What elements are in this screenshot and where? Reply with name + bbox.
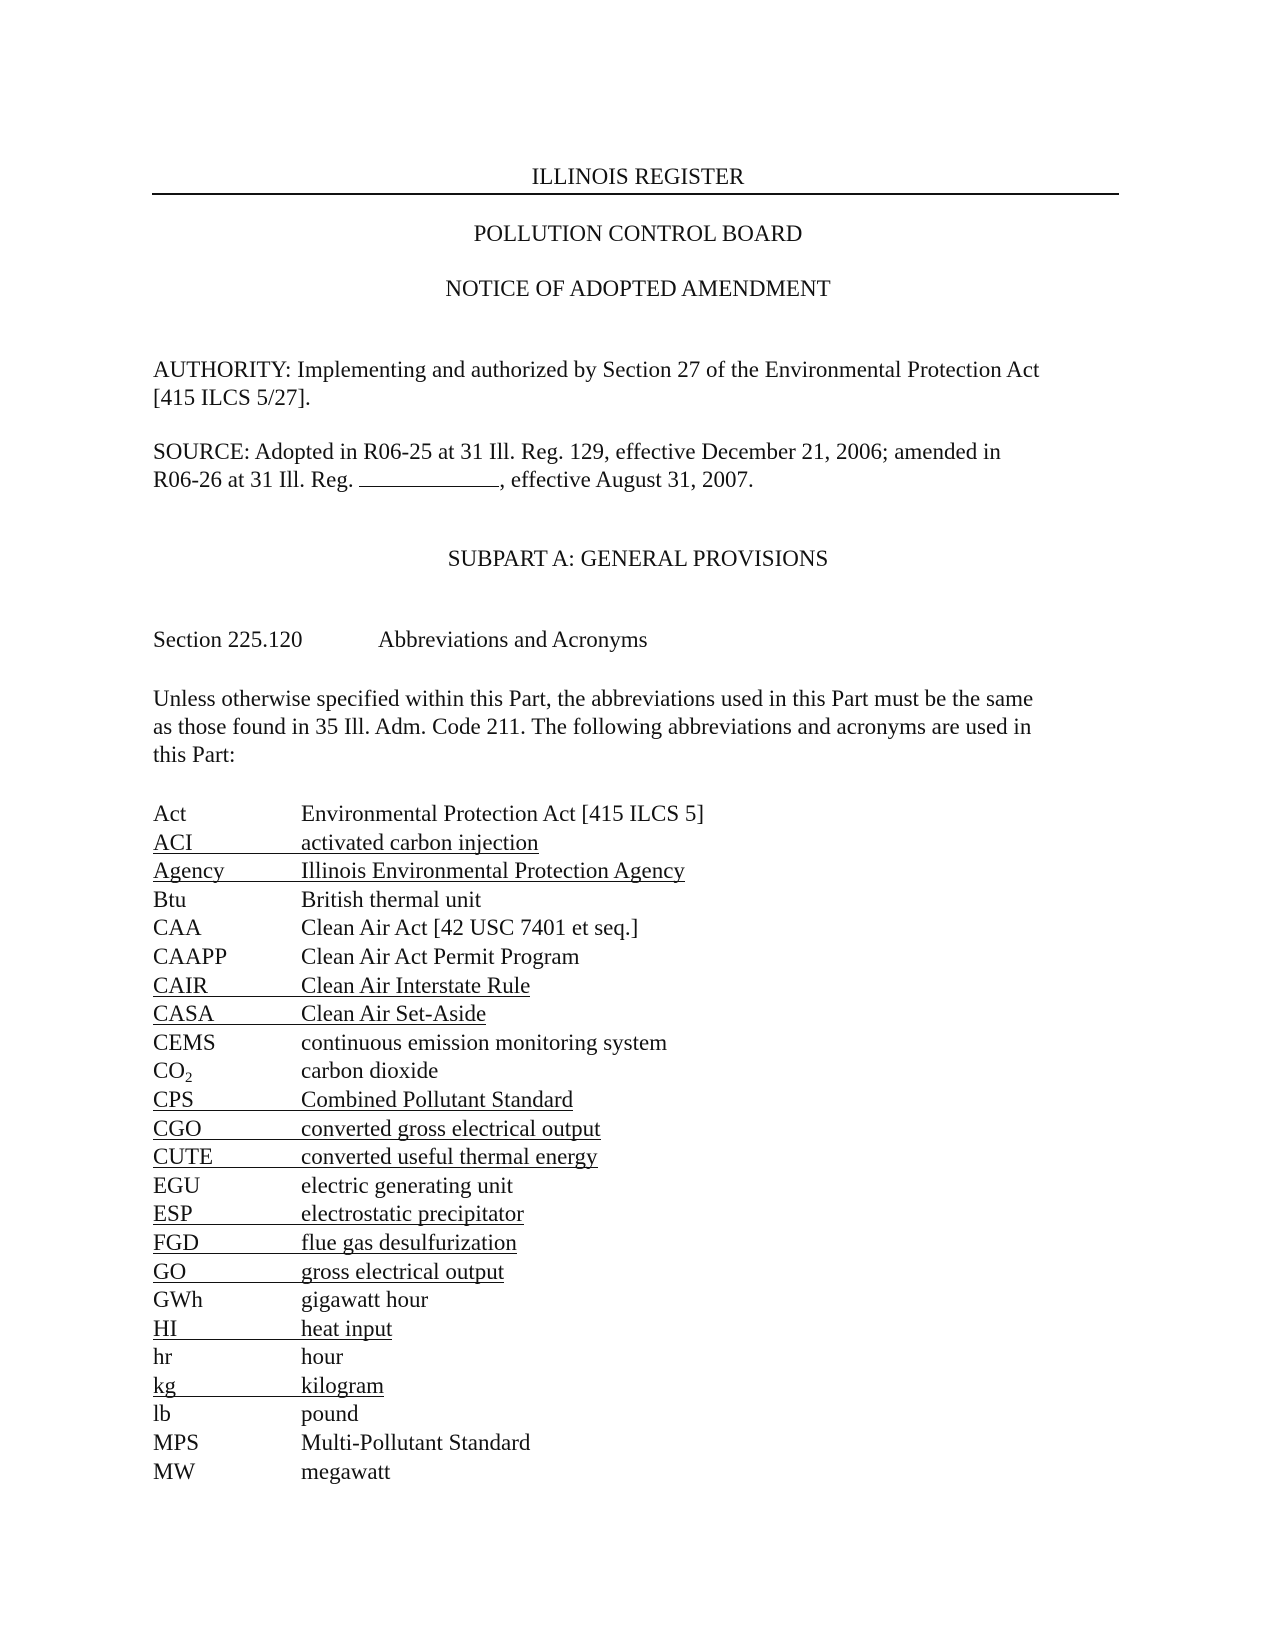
abbreviation-definition: converted gross electrical output xyxy=(301,1115,601,1141)
abbreviation-term-text: hr xyxy=(153,1344,173,1370)
abbreviation-term xyxy=(153,1429,199,1458)
intro-line-1: Unless otherwise specified within this Part, the abbreviations used in this Part must be the same xyxy=(153,686,1034,711)
board-name: POLLUTION CONTROL BOARD xyxy=(473,221,803,246)
abbreviation-definition: gigawatt hour xyxy=(301,1287,429,1313)
added-text-underline xyxy=(153,853,539,854)
abbreviation-term xyxy=(153,1286,203,1315)
abbreviation-definition: continuous emission monitoring system xyxy=(301,1029,668,1055)
abbreviation-term xyxy=(153,1057,192,1086)
source-line-1: SOURCE: Adopted in R06-25 at 31 Ill. Reg. 129, effective December 21, 2006; amended in xyxy=(153,439,1001,464)
abbreviation-definition: kilogram xyxy=(301,1372,385,1398)
abbreviation-term-text: CEMS xyxy=(153,1029,216,1055)
authority-line-2: [415 ILCS 5/27]. xyxy=(153,385,311,410)
abbreviation-row xyxy=(153,829,853,858)
intro-line-2: as those found in 35 Ill. Adm. Code 211. The following abbreviations and acronyms are used in xyxy=(153,714,1032,739)
abbreviation-term-text: FGD xyxy=(153,1229,200,1255)
abbreviation-row xyxy=(153,943,853,972)
abbreviation-term xyxy=(153,943,227,972)
section-number: Section 225.120 xyxy=(153,627,303,652)
abbreviation-definition: activated carbon injection xyxy=(301,829,539,855)
abbreviation-row xyxy=(153,1372,853,1401)
added-text-underline xyxy=(153,1167,598,1168)
abbreviation-term xyxy=(153,886,186,915)
abbreviation-term xyxy=(153,1172,200,1201)
abbreviation-row xyxy=(153,1172,853,1201)
source-paragraph xyxy=(153,438,1123,494)
abbreviation-term-text: Agency xyxy=(153,858,225,884)
abbreviation-term xyxy=(153,914,202,943)
abbreviation-term-text: Btu xyxy=(153,886,187,912)
abbreviation-term-text: GO xyxy=(153,1258,187,1284)
abbreviation-row xyxy=(153,1086,853,1115)
abbreviation-row xyxy=(153,1057,853,1086)
abbreviation-row xyxy=(153,1029,853,1058)
abbreviation-term-text: EGU xyxy=(153,1172,201,1198)
abbreviation-definition: heat input xyxy=(301,1315,393,1341)
abbreviation-term-text: HI xyxy=(153,1315,178,1341)
abbreviation-row xyxy=(153,914,853,943)
added-text-underline xyxy=(153,1396,384,1397)
abbreviation-term-text: CASA xyxy=(153,1001,215,1027)
abbreviation-definition: Clean Air Set-Aside xyxy=(301,1001,487,1027)
added-text-underline xyxy=(153,1139,601,1140)
intro-paragraph xyxy=(153,685,1123,769)
authority-paragraph xyxy=(153,356,1123,412)
intro-line-3: this Part: xyxy=(153,742,236,767)
abbreviation-term-text: CAAPP xyxy=(153,943,228,969)
abbreviation-term-text: MPS xyxy=(153,1430,200,1456)
abbreviation-term-text: GWh xyxy=(153,1287,203,1313)
abbreviation-term-text: Act xyxy=(153,801,187,826)
header-rule xyxy=(152,193,1119,195)
abbreviation-row xyxy=(153,1458,853,1487)
authority-line-1: AUTHORITY: Implementing and authorized by Section 27 of the Environmental Protection Act xyxy=(153,357,1040,382)
register-title: ILLINOIS REGISTER xyxy=(531,164,745,189)
source-line-2 xyxy=(153,466,1123,494)
abbreviation-row xyxy=(153,1400,853,1429)
section-title: Abbreviations and Acronyms xyxy=(378,627,648,652)
abbreviation-row xyxy=(153,1000,853,1029)
abbreviation-definition: megawatt xyxy=(301,1458,391,1484)
abbreviation-definition: pound xyxy=(301,1401,359,1427)
abbreviation-term-text: CUTE xyxy=(153,1144,214,1170)
added-text-underline xyxy=(153,1339,392,1340)
abbreviation-row xyxy=(153,1229,853,1258)
abbreviation-term-text: ACI xyxy=(153,829,193,855)
abbreviation-row xyxy=(153,1143,853,1172)
abbreviation-row xyxy=(153,1429,853,1458)
abbreviation-row xyxy=(153,886,853,915)
added-text-underline xyxy=(153,996,530,997)
abbreviation-definition: converted useful thermal energy xyxy=(301,1144,598,1170)
abbreviation-term xyxy=(153,1343,172,1372)
abbreviation-row xyxy=(153,1115,853,1144)
abbreviation-definition: Environmental Protection Act [415 ILCS 5] xyxy=(301,801,705,826)
register-page-blank xyxy=(359,468,499,487)
abbreviation-definition: carbon dioxide xyxy=(301,1058,439,1084)
abbreviation-definition: hour xyxy=(301,1344,344,1370)
abbreviation-term xyxy=(153,800,186,829)
added-text-underline xyxy=(153,1282,504,1283)
added-text-underline xyxy=(153,1110,573,1111)
abbreviation-row xyxy=(153,1286,853,1315)
abbreviation-definition: Clean Air Act [42 USC 7401 et seq.] xyxy=(301,915,639,941)
abbreviation-term-text: lb xyxy=(153,1401,171,1427)
abbreviation-row xyxy=(153,1343,853,1372)
abbreviation-term-text: kg xyxy=(153,1372,176,1398)
abbreviation-term-subscript: 2 xyxy=(184,1070,193,1087)
abbreviation-term-text: CGO xyxy=(153,1115,202,1141)
abbreviation-term-text: CAIR xyxy=(153,972,208,998)
notice-title: NOTICE OF ADOPTED AMENDMENT xyxy=(445,276,831,301)
subpart-heading: SUBPART A: GENERAL PROVISIONS xyxy=(447,546,829,571)
abbreviation-term-text: CAA xyxy=(153,915,202,941)
abbreviation-term xyxy=(153,1458,195,1487)
source-line-2-start: R06-26 at 31 Ill. Reg. xyxy=(153,467,360,492)
abbreviation-row xyxy=(153,1200,853,1229)
added-text-underline xyxy=(153,1224,524,1225)
abbreviation-definition: British thermal unit xyxy=(301,886,482,912)
abbreviation-definition: Combined Pollutant Standard xyxy=(301,1086,574,1112)
abbreviation-row xyxy=(153,800,853,829)
abbreviation-row xyxy=(153,1315,853,1344)
abbreviation-definition: Clean Air Act Permit Program xyxy=(301,943,580,969)
abbreviation-term xyxy=(153,1029,216,1058)
added-text-underline xyxy=(153,881,685,882)
source-line-2-end: , effective August 31, 2007. xyxy=(499,467,754,492)
added-text-underline xyxy=(153,1253,517,1254)
abbreviation-definition: gross electrical output xyxy=(301,1258,505,1284)
abbreviation-term-text: CPS xyxy=(153,1086,194,1112)
abbreviation-term xyxy=(153,1400,171,1429)
abbreviation-list xyxy=(153,800,853,1486)
abbreviation-definition: flue gas desulfurization xyxy=(301,1229,517,1255)
abbreviation-definition: electrostatic precipitator xyxy=(301,1201,524,1227)
abbreviation-term-text: CO xyxy=(153,1058,185,1084)
abbreviation-row xyxy=(153,857,853,886)
abbreviation-definition: Multi-Pollutant Standard xyxy=(301,1430,531,1456)
added-text-underline xyxy=(153,1024,486,1025)
abbreviation-definition: electric generating unit xyxy=(301,1172,514,1198)
abbreviation-definition: Clean Air Interstate Rule xyxy=(301,972,531,998)
abbreviation-definition: Illinois Environmental Protection Agency xyxy=(301,858,685,884)
abbreviation-row xyxy=(153,972,853,1001)
abbreviation-term-text: MW xyxy=(153,1458,196,1484)
abbreviation-term-text: ESP xyxy=(153,1201,193,1227)
abbreviation-row xyxy=(153,1258,853,1287)
